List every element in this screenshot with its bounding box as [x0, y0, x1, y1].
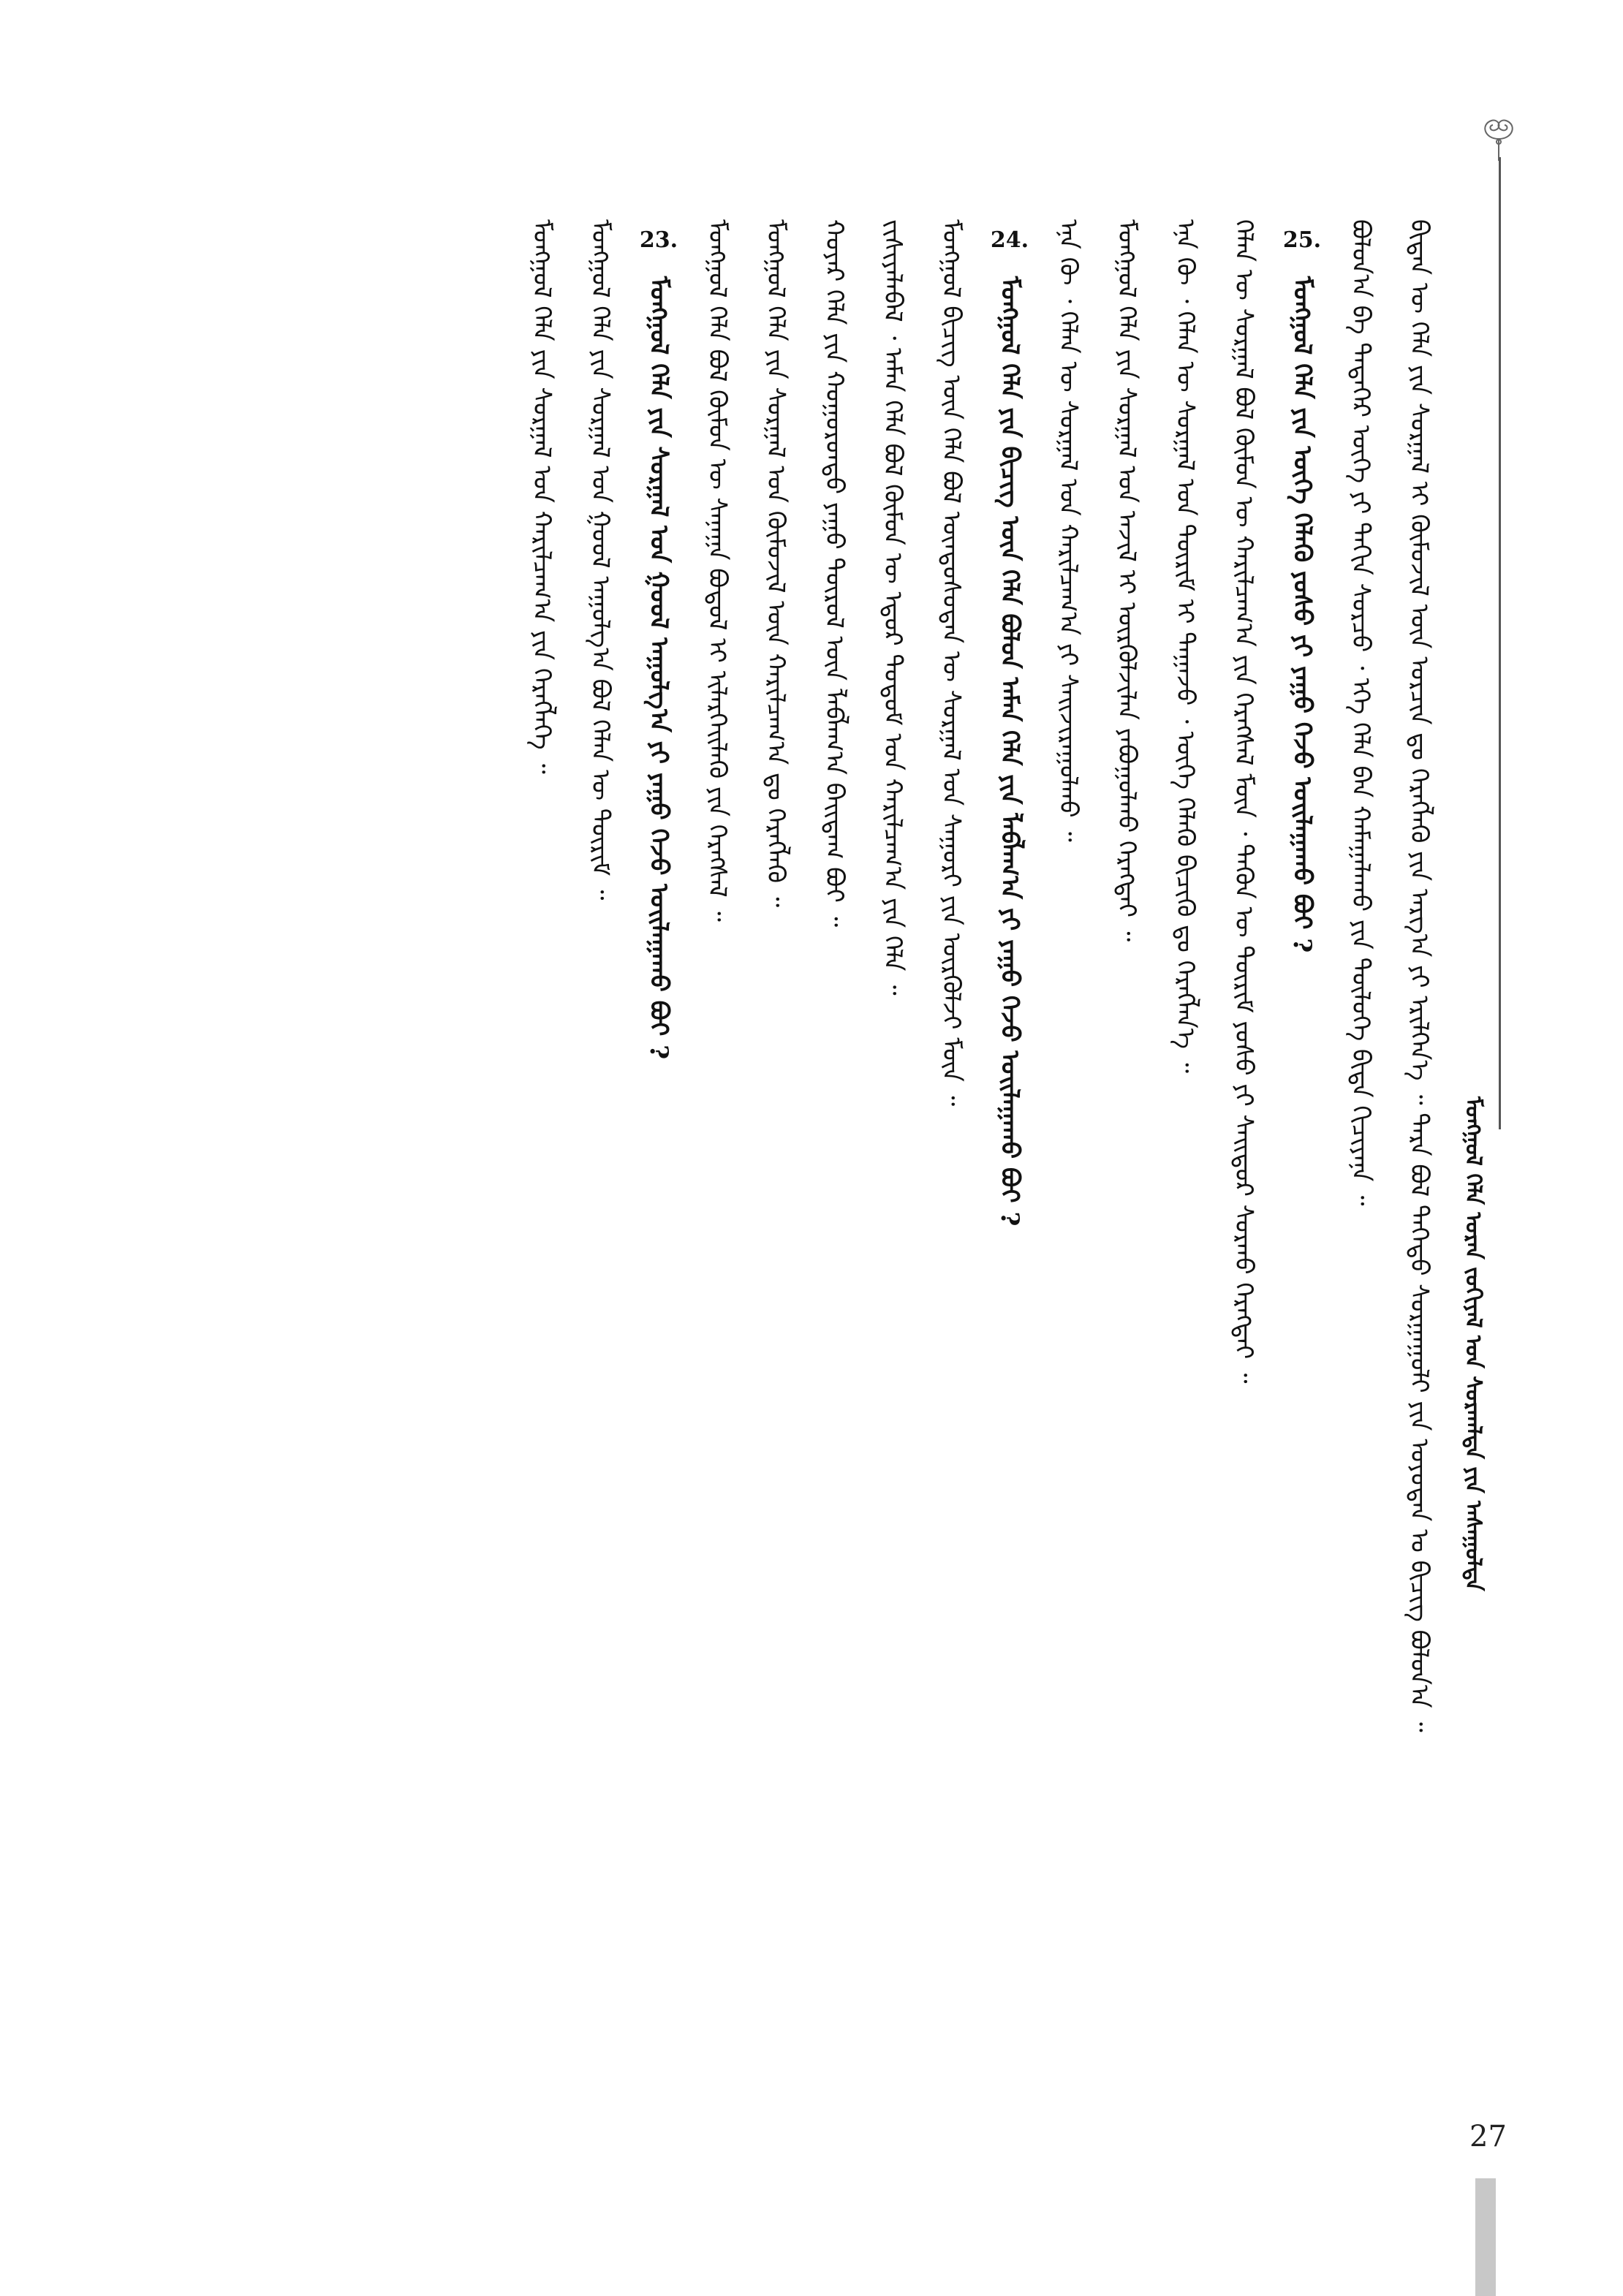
- text-column: ᠮᠣᠩᠭᠣᠯ ᠬᠡᠯᠡ ᠶᠢᠨ ᠰᠤᠷᠭᠠᠯ ᠤᠨ ᠬᠠᠷᠢᠯᠴᠠᠭ᠎ᠠ ᠶᠢᠨ ᠬᠡᠷᠡᠭᠯᠡᠭᠡ ᠃: [527, 219, 556, 774]
- page-edge-tab: [1475, 2178, 1496, 2296]
- text-columns: [197, 219, 1440, 2178]
- question-heading: [988, 219, 1031, 2178]
- text-column: ᠮᠣᠩᠭᠣᠯ ᠬᠡᠯᠡ ᠪᠣᠯ ᠬᠦᠮᠦᠨ ᠦ ᠰᠠᠨᠠᠭᠠ ᠪᠣᠳᠤᠯ ᠢ ᠢᠯᠡᠷᠬᠡᠢᠯᠡᠬᠦ ᠶᠢᠨ ᠬᠡᠷᠡᠭᠰᠡᠯ ᠃: [703, 219, 732, 922]
- running-header-text: ᠮᠣᠩᠭᠣᠯ ᠬᠡᠯᠡ ᠤᠷᠠᠨ ᠵᠣᠬᠢᠶᠠᠯ ᠤᠨ ᠰᠣᠷᠬᠠᠯᠲᠠ ᠶᠢᠨ ᠠᠰᠠᠭᠤᠯᠲᠠ: [1460, 1096, 1486, 1591]
- question-text: ᠮᠣᠩᠭᠣᠯ ᠬᠡᠯᠡ ᠶᠢᠨ ᠪᠢᠴᠢᠭ ᠦᠨ ᠬᠡᠯᠡ ᠪᠣᠯᠤᠨ ᠠᠮᠠᠨ ᠬᠡᠯᠡ ᠶᠢᠨ ᠯᠠᠪᠯᠠᠭ᠎ᠠ ᠶᠢ ᠶᠠᠭᠤ ᠭᠡᠵᠦ ᠣᠢᠯᠠᠭᠠᠬᠤ ᠪᠤᠢ ?: [995, 276, 1024, 1227]
- text-column: ᠬᠡᠯᠡᠨ ᠦ ᠰᠤᠷᠭᠠᠯ ᠪᠣᠯ ᠬᠦᠮᠦᠨ ᠦ ᠬᠠᠷᠢᠯᠴᠠᠭ᠎ᠠ ᠶᠢᠨ ᠬᠡᠷᠡᠭᠰᠡᠯ ᠮᠥᠨ ᠂ ᠲᠡᠭᠦᠨ ᠦ ᠳᠦᠷᠢᠮ ᠶᠣᠰᠣ ᠶᠢ ᠰᠠᠢᠲᠤᠷ ᠰᠤᠷᠬᠤ ᠬᠡᠷᠡᠭᠲᠡᠢ ᠃: [1229, 219, 1258, 1384]
- text-column: ᠬᠣᠶᠠᠷ ᠬᠡᠯᠡ ᠶᠢᠨ ᠬᠣᠭᠣᠷᠤᠨᠳᠤ ᠶᠠᠭᠤ ᠲᠥᠷᠦᠯ ᠦᠨ ᠯᠠᠪᠯᠠᠭ᠎ᠠ ᠪᠠᠢᠳᠠᠭ ᠪᠣᠢ ᠃: [820, 219, 849, 928]
- text-column: ᠪᠢᠳᠡᠨ ᠦ ᠬᠡᠯᠡ ᠶᠢᠨ ᠰᠤᠷᠭᠠᠯ ᠢ ᠬᠦᠮᠦᠵᠢᠯ ᠦᠨ ᠤᠷᠴᠢᠨ ᠳᠤ ᠬᠡᠷᠡᠭᠯᠡᠬᠦ ᠶᠢᠨ ᠠᠷᠭ᠎ᠠ ᠶᠢ ᠡᠷᠢᠯᠬᠡᠨ᠎ᠡ ᠃ ᠲᠡᠷᠡ ᠪᠣᠯ ᠳᠡᠭᠡᠳᠦ ᠰᠤᠷᠭᠠᠭᠤᠯᠢ ᠶᠢᠨ ᠣᠶᠤᠲᠠᠨ ᠤ ᠪᠢᠴᠢᠭ ᠪᠣᠯᠤᠨ᠎ᠠ ᠃: [1404, 219, 1434, 1732]
- question-heading: [638, 219, 680, 2178]
- text-column: ᠮᠣᠩᠭᠣᠯ ᠬᠡᠯᠡ ᠶᠢᠨ ᠰᠤᠷᠭᠠᠯ ᠤᠨ ᠭᠣᠣᠯ ᠠᠭᠤᠯᠭ᠎ᠠ ᠪᠣᠯ ᠬᠡᠯᠡᠨ ᠦ ᠳᠦᠷᠢᠮ ᠃: [586, 219, 615, 901]
- question-number: 25.: [1282, 227, 1322, 253]
- text-column: ᠪᠣᠯᠤᠨ᠎ᠠ ᠪᠠ ᠲᠡᠳᠡᠭᠡᠷ ᠦᠭᠡ ᠶᠢ ᠳᠠᠬᠢᠨ ᠰᠤᠷᠴᠤ ᠂ ᠡᠬᠡ ᠬᠡᠯᠡ ᠪᠡᠨ ᠬᠠᠮᠠᠭᠠᠯᠠᠬᠤ ᠶᠢᠨ ᠲᠥᠯᠥᠭᠡ ᠪᠢᠳᠡ ᠬᠢᠴᠢᠶᠡᠨᠡ ᠃: [1346, 219, 1375, 1206]
- question-text: ᠮᠣᠩᠭᠣᠯ ᠬᠡᠯᠡ ᠶᠢᠨ ᠦᠭᠡ ᠬᠡᠯᠡᠬᠦ ᠶᠣᠰᠣ ᠶᠢ ᠶᠠᠭᠤ ᠭᠡᠵᠦ ᠣᠢᠯᠠᠭᠠᠬᠤ ᠪᠤᠢ ?: [1287, 276, 1317, 953]
- text-column: ᠮᠣᠩᠭᠣᠯ ᠬᠡᠯᠡ ᠶᠢᠨ ᠰᠤᠷᠭᠠᠯ ᠤᠨ ᠬᠦᠮᠦᠵᠢᠯ ᠦᠨ ᠬᠠᠷᠢᠯᠴᠠᠭ᠎ᠠ ᠳᠤ ᠬᠡᠷᠡᠭᠯᠡᠬᠦ ᠃: [761, 219, 790, 908]
- question-number: 23.: [639, 227, 678, 253]
- header-rule: [1499, 157, 1501, 1129]
- question-number: 24.: [990, 227, 1029, 253]
- text-column: ᠮᠣᠩᠭᠣᠯ ᠪᠢᠴᠢᠭ ᠦᠨ ᠬᠡᠯᠡ ᠪᠣᠯ ᠦᠨᠳᠦᠰᠦᠲᠡᠨ ᠦ ᠰᠤᠷᠭᠠᠯ ᠤᠨ ᠰᠠᠭᠤᠷᠢ ᠶᠢᠨ ᠦᠷᠭᠦᠯᠵᠢ ᠮᠥᠨ ᠃: [937, 219, 966, 1107]
- text-column: ᠡᠨᠡ ᠬᠦ ᠂ ᠬᠡᠯᠡᠨ ᠦ ᠰᠤᠷᠭᠠᠯ ᠤᠨ ᠬᠠᠷᠢᠯᠴᠠᠭ᠎ᠠ ᠶᠢ ᠰᠠᠢᠵᠢᠷᠠᠭᠤᠯᠬᠤ ᠃: [1053, 219, 1083, 842]
- question-heading: [1281, 219, 1323, 2178]
- question-text: ᠮᠣᠩᠭᠣᠯ ᠬᠡᠯᠡ ᠶᠢᠨ ᠰᠤᠷᠭᠠᠯ ᠤᠨ ᠭᠣᠣᠯ ᠠᠭᠤᠯᠭ᠎ᠠ ᠶᠢ ᠶᠠᠭᠤ ᠭᠡᠵᠦ ᠣᠢᠯᠠᠭᠠᠬᠤ ᠪᠤᠢ ?: [644, 276, 673, 1060]
- running-header: [1455, 1096, 1491, 1754]
- page-number: 27: [1469, 2120, 1507, 2153]
- text-column: ᠵᠢᠱᠢᠶᠡᠯᠡᠪᠡᠯ ᠂ ᠠᠮᠠᠨ ᠬᠡᠯᠡ ᠪᠣᠯ ᠬᠦᠮᠦᠨ ᠦ ᠡᠳᠦᠷ ᠲᠤᠲᠤᠮ ᠤᠨ ᠬᠠᠷᠢᠯᠴᠠᠭ᠎ᠠ ᠶᠢᠨ ᠬᠡᠯᠡ ᠃: [878, 219, 907, 996]
- text-column: ᠮᠣᠩᠭᠣᠯ ᠬᠡᠯᠡ ᠶᠢᠨ ᠰᠤᠷᠭᠠᠯ ᠤᠨ ᠠᠵᠢᠯ ᠢ ᠦᠷᠭᠦᠯᠵᠢᠯᠡᠨ ᠶᠠᠪᠤᠭᠤᠯᠬᠤ ᠬᠡᠷᠡᠭᠲᠡᠢ ᠃: [1112, 219, 1141, 942]
- text-column: ᠡᠨᠡ ᠬᠦ ᠂ ᠬᠡᠯᠡᠨ ᠦ ᠰᠤᠷᠭᠠᠯ ᠤᠨ ᠳᠦᠷᠢᠮ ᠢ ᠳᠠᠭᠠᠵᠤ ᠂ ᠦᠭᠡ ᠬᠡᠯᠡᠬᠦ ᠪᠢᠴᠢᠬᠦ ᠳᠤ ᠬᠡᠷᠡᠭᠯᠡᠨ᠎ᠡ ᠃: [1170, 219, 1200, 1074]
